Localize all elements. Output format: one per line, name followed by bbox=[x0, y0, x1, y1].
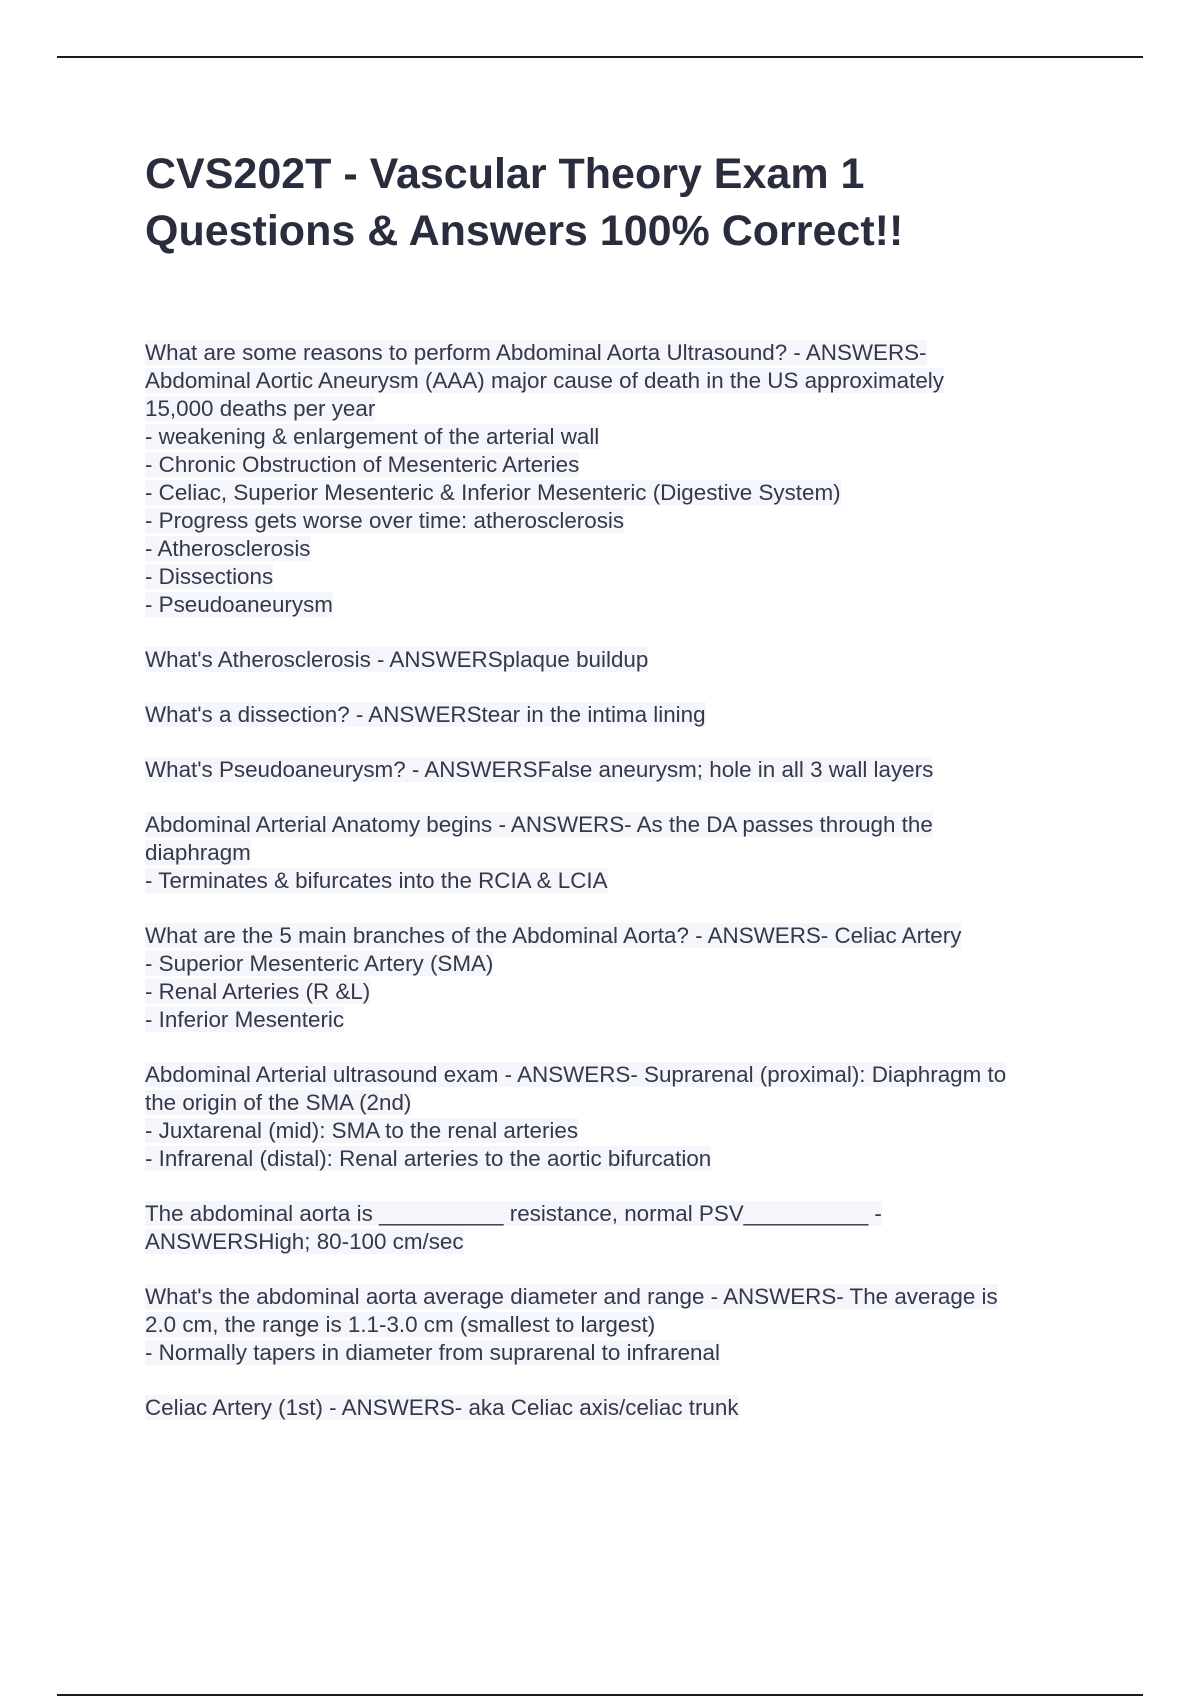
qa-list bbox=[145, 339, 1085, 1449]
qa-question-line: The abdominal aorta is __________ resistance, normal PSV__________ - bbox=[145, 1201, 882, 1226]
qa-answer-line: - Superior Mesenteric Artery (SMA) bbox=[145, 951, 494, 976]
qa-question-line: What are the 5 main branches of the Abdominal Aorta? - ANSWERS- Celiac Artery bbox=[145, 923, 962, 948]
qa-answer-line: - Pseudoaneurysm bbox=[145, 592, 333, 617]
qa-entry bbox=[145, 701, 1085, 729]
qa-answer-line: - weakening & enlargement of the arterial wall bbox=[145, 424, 600, 449]
qa-answer-line: the origin of the SMA (2nd) bbox=[145, 1090, 412, 1115]
qa-entry bbox=[145, 1061, 1085, 1173]
qa-answer-line: - Celiac, Superior Mesenteric & Inferior Mesenteric (Digestive System) bbox=[145, 480, 841, 505]
qa-answer-line: - Inferior Mesenteric bbox=[145, 1007, 345, 1032]
qa-answer-line: 2.0 cm, the range is 1.1-3.0 cm (smallest to largest) bbox=[145, 1312, 656, 1337]
qa-entry bbox=[145, 1283, 1085, 1367]
document-title bbox=[145, 146, 1105, 260]
qa-answer-line: - Chronic Obstruction of Mesenteric Arteries bbox=[145, 452, 580, 477]
qa-answer-line: 15,000 deaths per year bbox=[145, 396, 376, 421]
qa-answer-line: - Progress gets worse over time: atherosclerosis bbox=[145, 508, 625, 533]
qa-question-line: What's a dissection? - ANSWERStear in the intima lining bbox=[145, 702, 706, 727]
qa-entry bbox=[145, 922, 1085, 1034]
top-rule bbox=[57, 56, 1143, 58]
qa-answer-line: ANSWERSHigh; 80-100 cm/sec bbox=[145, 1229, 464, 1254]
qa-answer-line: Abdominal Aortic Aneurysm (AAA) major cause of death in the US approximately bbox=[145, 368, 944, 393]
qa-answer-line: - Renal Arteries (R &L) bbox=[145, 979, 371, 1004]
qa-entry bbox=[145, 339, 1085, 619]
qa-entry bbox=[145, 811, 1085, 895]
title-line-2: Questions & Answers 100% Correct!! bbox=[145, 207, 904, 255]
qa-entry bbox=[145, 1200, 1085, 1256]
qa-question-line: Abdominal Arterial Anatomy begins - ANSWERS- As the DA passes through the bbox=[145, 812, 933, 837]
qa-entry bbox=[145, 1394, 1085, 1422]
qa-answer-line: - Dissections bbox=[145, 564, 274, 589]
qa-entry bbox=[145, 646, 1085, 674]
title-line-1: CVS202T - Vascular Theory Exam 1 bbox=[145, 150, 865, 198]
qa-answer-line: - Normally tapers in diameter from suprarenal to infrarenal bbox=[145, 1340, 720, 1365]
qa-question-line: What's Pseudoaneurysm? - ANSWERSFalse aneurysm; hole in all 3 wall layers bbox=[145, 757, 934, 782]
qa-question-line: What's the abdominal aorta average diameter and range - ANSWERS- The average is bbox=[145, 1284, 998, 1309]
qa-answer-line: - Atherosclerosis bbox=[145, 536, 311, 561]
qa-answer-line: - Infrarenal (distal): Renal arteries to the aortic bifurcation bbox=[145, 1146, 712, 1171]
qa-question-line: Abdominal Arterial ultrasound exam - ANSWERS- Suprarenal (proximal): Diaphragm to bbox=[145, 1062, 1007, 1087]
bottom-rule bbox=[57, 1694, 1143, 1696]
qa-question-line: What are some reasons to perform Abdominal Aorta Ultrasound? - ANSWERS- bbox=[145, 340, 927, 365]
qa-question-line: What's Atherosclerosis - ANSWERSplaque buildup bbox=[145, 647, 649, 672]
qa-entry bbox=[145, 756, 1085, 784]
qa-answer-line: - Juxtarenal (mid): SMA to the renal arteries bbox=[145, 1118, 579, 1143]
qa-answer-line: diaphragm bbox=[145, 840, 251, 865]
qa-question-line: Celiac Artery (1st) - ANSWERS- aka Celiac axis/celiac trunk bbox=[145, 1395, 739, 1420]
qa-answer-line: - Terminates & bifurcates into the RCIA & LCIA bbox=[145, 868, 608, 893]
